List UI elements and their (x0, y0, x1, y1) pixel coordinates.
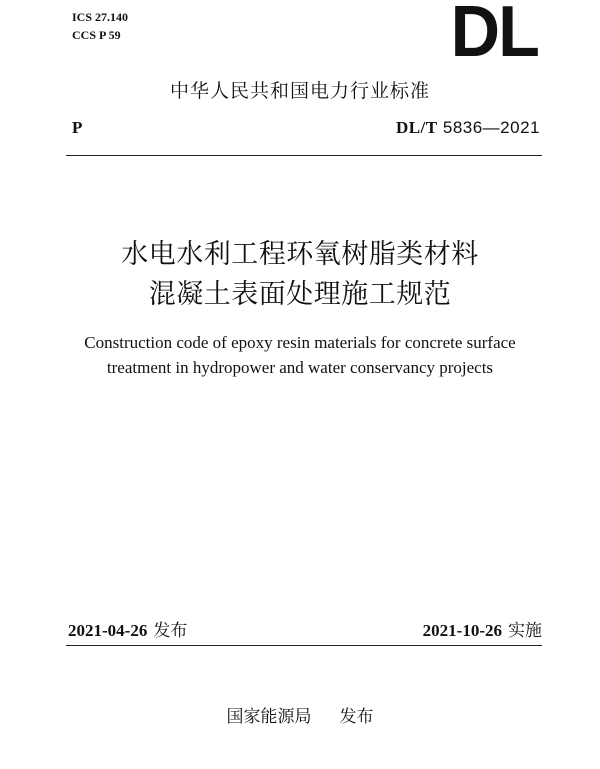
publisher-action: 发布 (339, 707, 374, 727)
title-zh-line1: 水电水利工程环氧树脂类材料 (121, 239, 479, 270)
ccs-code: CCS P 59 (72, 28, 121, 42)
classification-codes (72, 8, 128, 44)
implement-date (423, 616, 542, 641)
publisher (0, 702, 600, 727)
implement-date-value: 2021-10-26 (422, 621, 502, 640)
title-en-line1: Construction code of epoxy resin materials for concrete surface (84, 333, 516, 352)
standard-number-prefix: DL/T (395, 118, 438, 137)
issue-date-value: 2021-04-26 (68, 621, 148, 640)
issue-date-label: 发布 (153, 621, 188, 641)
issue-date (68, 616, 187, 641)
dl-logo: DL (450, 0, 538, 72)
top-divider (66, 155, 542, 156)
standard-number-value: 5836—2021 (442, 118, 540, 137)
bottom-divider (66, 645, 542, 646)
ics-code: ICS 27.140 (72, 10, 129, 24)
title-zh-line2: 混凝土表面处理施工规范 (148, 279, 452, 310)
standard-category-name: 中华人民共和国电力行业标准 (169, 80, 430, 102)
implement-date-label: 实施 (508, 621, 542, 641)
title-en-line2: treatment in hydropower and water conservancy projects (106, 358, 494, 377)
standard-classification: P (72, 118, 83, 137)
standard-number (396, 118, 540, 138)
publisher-name: 国家能源局 (226, 707, 312, 727)
